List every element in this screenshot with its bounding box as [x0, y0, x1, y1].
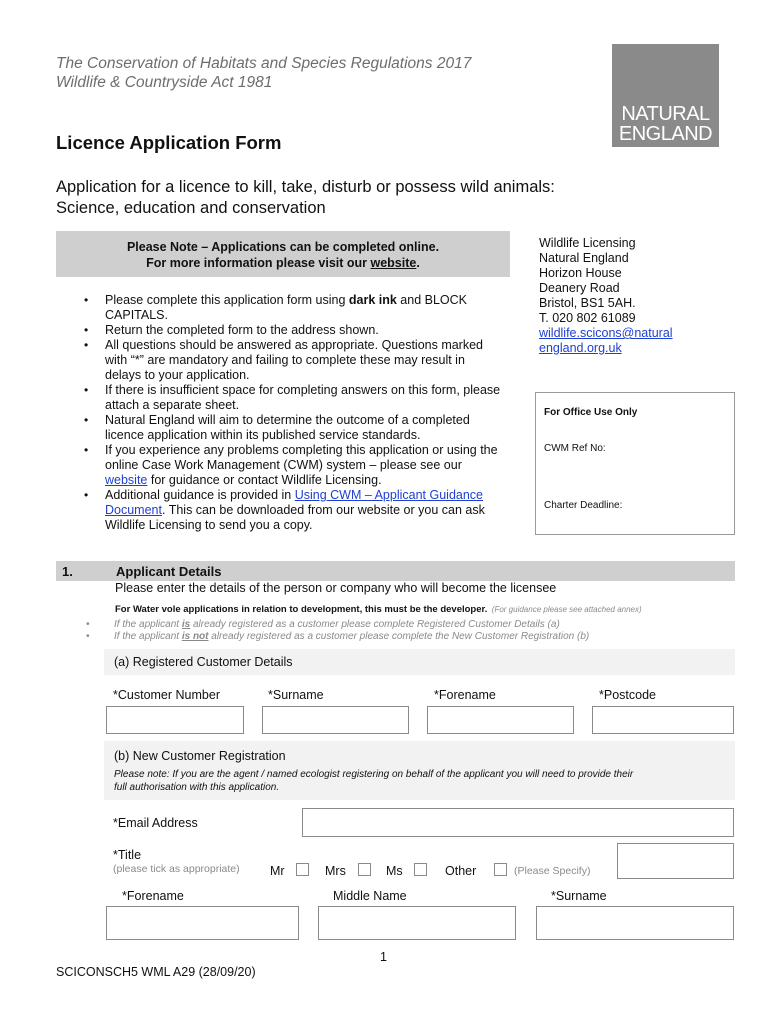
note-line-2: For more information please visit our website.: [146, 256, 420, 270]
surname-label: *Surname: [268, 688, 324, 702]
tick-hint: (please tick as appropriate): [113, 863, 240, 875]
email-link-line-1[interactable]: wildlife.scicons@natural: [539, 326, 673, 340]
online-note-box: [56, 231, 510, 277]
agent-note: Please note: If you are the agent / named ecologist registering on behalf of the applicant you will need to provide their full authorisation with this application.: [114, 769, 634, 793]
note-line-1: Please Note – Applications can be completed online.: [126, 240, 440, 254]
new-forename-field[interactable]: [106, 906, 299, 940]
website-link[interactable]: website: [105, 473, 148, 487]
surname-field[interactable]: [262, 706, 409, 734]
postcode-field[interactable]: [592, 706, 734, 734]
charter-deadline-label: Charter Deadline:: [544, 500, 623, 511]
natural-england-logo: [612, 44, 719, 147]
ms-checkbox[interactable]: [414, 863, 427, 876]
form-code: SCICONSCH5 WML A29 (28/09/20): [56, 965, 256, 979]
list-item: • If there is insufficient space for completing answers on this form, please attach a separate sheet.: [84, 383, 502, 413]
option-list: [86, 619, 589, 643]
regulation-line-2: Wildlife & Countryside Act 1981: [56, 74, 273, 91]
registered-heading-band: [104, 649, 735, 675]
new-customer-heading: (b) New Customer Registration: [114, 749, 286, 763]
licensing-address: [539, 236, 673, 356]
email-field[interactable]: [302, 808, 734, 837]
address-line: Wildlife Licensing: [539, 236, 636, 250]
customer-number-field[interactable]: [106, 706, 244, 734]
office-use-title: For Office Use Only: [544, 407, 638, 418]
email-label: *Email Address: [113, 816, 198, 830]
subtitle-line-1: Application for a licence to kill, take, disturb or possess wild animals:: [56, 178, 555, 196]
form-subtitle: [56, 177, 636, 219]
title-option-ms: Ms: [386, 864, 403, 878]
middle-name-field[interactable]: [318, 906, 516, 940]
please-specify-hint: (Please Specify): [514, 865, 591, 877]
section-number: 1.: [62, 564, 73, 579]
mrs-checkbox[interactable]: [358, 863, 371, 876]
address-line: Horizon House: [539, 266, 622, 280]
list-item: • If the applicant is already registered as a customer please complete Registered Customer Details (a): [86, 619, 560, 630]
title-option-mr: Mr: [270, 864, 285, 878]
address-phone: T. 020 802 61089: [539, 311, 636, 325]
title-other-field[interactable]: [617, 843, 734, 879]
customer-number-label: *Customer Number: [113, 688, 220, 702]
forename-field[interactable]: [427, 706, 574, 734]
middle-name-label: Middle Name: [333, 889, 407, 903]
list-item: • Return the completed form to the address shown.: [84, 323, 502, 338]
registered-heading: (a) Registered Customer Details: [114, 655, 293, 669]
list-item: • All questions should be answered as appropriate. Questions marked with “*” are mandatory and failing to complete these may result in delays to your application.: [84, 338, 502, 383]
list-item: • Please complete this application form using dark ink and BLOCK CAPITALS.: [84, 293, 502, 323]
regulation-line-1: The Conservation of Habitats and Species Regulations 2017: [56, 55, 472, 72]
page-number: 1: [380, 950, 387, 964]
address-line: Deanery Road: [539, 281, 620, 295]
instructions-list: [84, 293, 502, 533]
office-use-box: [535, 392, 735, 535]
other-checkbox[interactable]: [494, 863, 507, 876]
title-option-other: Other: [445, 864, 477, 878]
postcode-label: *Postcode: [599, 688, 656, 702]
address-line: Natural England: [539, 251, 629, 265]
email-link-line-2[interactable]: england.org.uk: [539, 341, 622, 355]
cwm-ref-label: CWM Ref No:: [544, 443, 606, 454]
list-item: • If the applicant is not already registered as a customer please complete the New Customer Registration (b): [86, 631, 590, 642]
list-item: • Additional guidance is provided in Using CWM – Applicant Guidance Document. This can be downloaded from our website or you can ask Wildlife Licensing to send you a copy.: [84, 488, 502, 533]
new-surname-field[interactable]: [536, 906, 734, 940]
guidance-document-link[interactable]: Using CWM – Applicant Guidance Document: [105, 488, 483, 517]
mr-checkbox[interactable]: [296, 863, 309, 876]
section-intro: Please enter the details of the person or company who will become the licensee: [115, 581, 557, 595]
list-item: • Natural England will aim to determine the outcome of a completed licence application within its published service standards.: [84, 413, 502, 443]
water-vole-note: For Water vole applications in relation to development, this must be the developer. (For guidance please see attached annex): [115, 604, 642, 615]
forename-label: *Forename: [434, 688, 496, 702]
form-title: Licence Application Form: [56, 132, 282, 153]
section-title: Applicant Details: [116, 564, 222, 579]
new-forename-label: *Forename: [122, 889, 184, 903]
title-option-mrs: Mrs: [325, 864, 346, 878]
logo-line-2: ENGLAND: [618, 123, 713, 145]
section-header: [56, 561, 735, 581]
new-customer-band: [104, 741, 735, 800]
address-line: Bristol, BS1 5AH.: [539, 296, 636, 310]
new-surname-label: *Surname: [551, 889, 607, 903]
subtitle-line-2: Science, education and conservation: [56, 199, 326, 217]
website-link[interactable]: website: [370, 256, 417, 270]
title-label: *Title: [113, 848, 142, 862]
logo-line-1: NATURAL: [621, 103, 710, 125]
list-item: • If you experience any problems completing this application or using the online Case Work Management (CWM) system – please see our website for guidance or contact Wildlife Licensing.: [84, 443, 502, 488]
